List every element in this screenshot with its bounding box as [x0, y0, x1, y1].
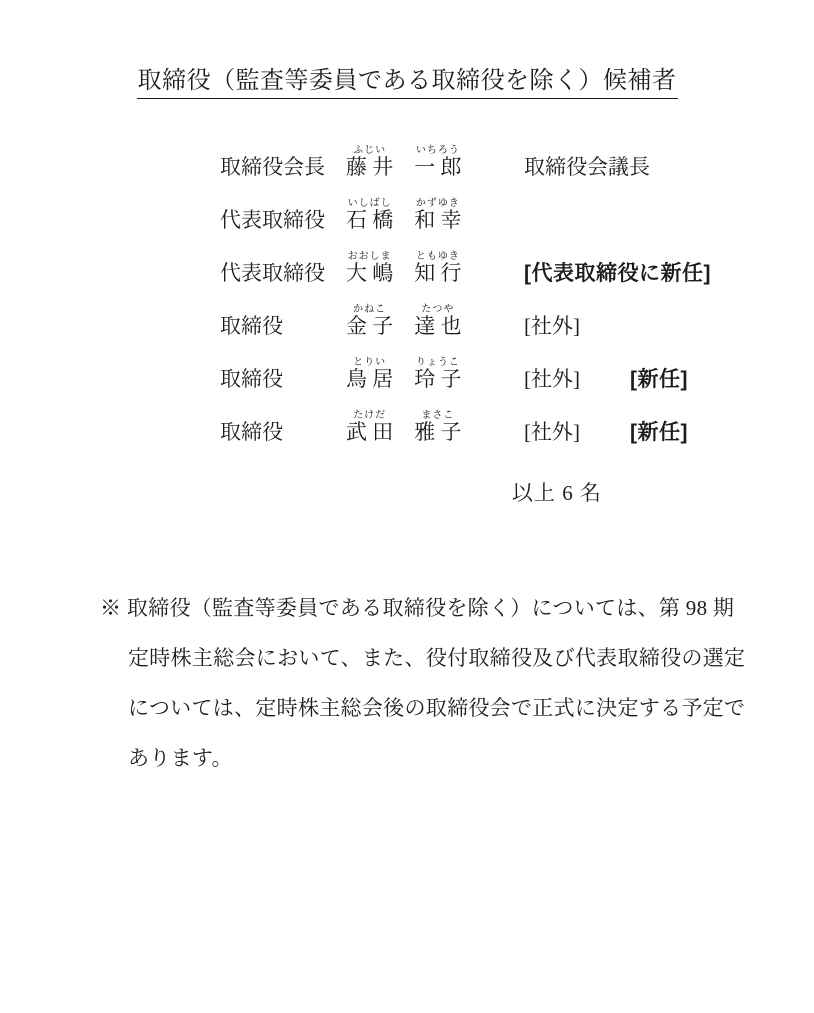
- footnote-line: 定時株主総会において、また、役付取締役及び代表取締役の選定: [128, 646, 746, 670]
- director-note: [社外]: [524, 367, 580, 391]
- director-name: [346, 304, 524, 340]
- footnote-line: ※ 取締役（監査等委員である取締役を除く）については、第 98 期: [100, 596, 735, 620]
- director-note: [社外]: [524, 314, 580, 338]
- director-name: [346, 145, 524, 181]
- director-given-name: [414, 251, 461, 287]
- director-given-name: [414, 410, 461, 446]
- roster: [100, 145, 714, 463]
- director-given-name-ruby: ともゆき: [414, 251, 462, 262]
- director-surname-text: 藤 井: [346, 155, 394, 179]
- director-given-name-ruby: たつや: [414, 304, 462, 315]
- footnote-line: については、定時株主総会後の取締役会で正式に決定する予定で: [128, 696, 746, 720]
- director-surname-ruby: とりい: [346, 357, 394, 368]
- director-note: 取締役会議長: [524, 155, 650, 179]
- director-surname: [346, 304, 393, 340]
- director-given-name: [414, 357, 461, 393]
- page-title: 取締役（監査等委員である取締役を除く）候補者: [137, 60, 678, 99]
- director-surname: [346, 198, 393, 234]
- director-name: [346, 410, 524, 446]
- director-given-name-ruby: いちろう: [414, 145, 462, 156]
- footnote-line: あります。: [128, 746, 233, 770]
- director-surname: [346, 357, 393, 393]
- new-appointment-note: [新任]: [630, 368, 688, 391]
- director-row: [220, 198, 714, 251]
- director-position: 代表取締役: [220, 208, 325, 232]
- director-surname-text: 大 嶋: [346, 261, 394, 285]
- director-surname-ruby: たけだ: [346, 410, 394, 421]
- director-position: 取締役: [220, 420, 283, 444]
- director-surname-ruby: かねこ: [346, 304, 394, 315]
- director-given-name: [414, 304, 461, 340]
- director-row: [220, 145, 714, 198]
- director-surname: [346, 410, 393, 446]
- director-given-name-text: 知 行: [414, 261, 462, 285]
- director-row: [220, 251, 714, 304]
- director-surname: [346, 251, 393, 287]
- director-surname-ruby: おおしま: [346, 251, 394, 262]
- director-surname-text: 鳥 居: [346, 367, 394, 391]
- director-position: 取締役: [220, 367, 283, 391]
- director-surname-text: 武 田: [346, 420, 394, 444]
- director-given-name-text: 一 郎: [414, 155, 462, 179]
- director-given-name: [414, 145, 461, 181]
- director-position: 代表取締役: [220, 261, 325, 285]
- director-surname: [346, 145, 393, 181]
- director-row: [220, 357, 714, 410]
- footnote: [100, 583, 746, 783]
- director-given-name-text: 雅 子: [414, 420, 462, 444]
- director-given-name-ruby: りょうこ: [414, 357, 462, 368]
- director-surname-text: 石 橋: [346, 208, 394, 232]
- director-note: [代表取締役に新任]: [524, 262, 711, 285]
- director-surname-text: 金 子: [346, 314, 394, 338]
- director-row: [220, 304, 714, 357]
- total-count: 以上 6 名: [512, 481, 602, 505]
- director-name: [346, 357, 524, 393]
- director-position: 取締役会長: [220, 155, 325, 179]
- director-position: 取締役: [220, 314, 283, 338]
- director-name: [346, 251, 524, 287]
- director-name: [346, 198, 524, 234]
- director-surname-ruby: ふじい: [346, 145, 394, 156]
- new-appointment-note: [新任]: [630, 421, 688, 444]
- director-given-name: [414, 198, 461, 234]
- director-given-name-ruby: かずゆき: [414, 198, 462, 209]
- director-row: [220, 410, 714, 463]
- director-given-name-text: 和 幸: [414, 208, 462, 232]
- director-note: [社外]: [524, 420, 580, 444]
- director-given-name-ruby: まさこ: [414, 410, 462, 421]
- director-given-name-text: 達 也: [414, 314, 462, 338]
- director-given-name-text: 玲 子: [414, 367, 462, 391]
- director-surname-ruby: いしばし: [346, 198, 394, 209]
